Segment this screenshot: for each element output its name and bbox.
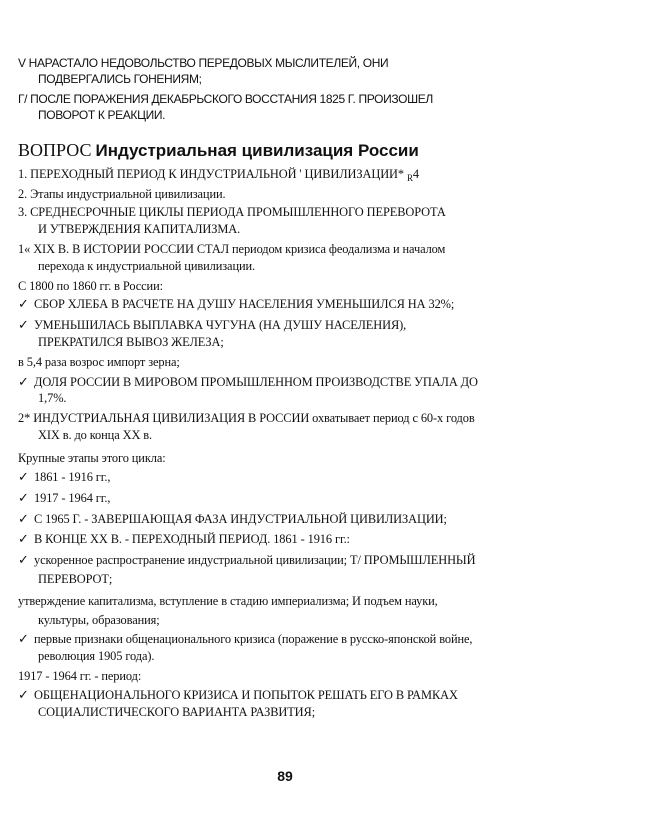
line-text: СБОР ХЛЕБА В РАСЧЕТЕ НА ДУШУ НАСЕЛЕНИЯ УМЕНЬШИЛСЯ НА 32%; — [34, 297, 455, 311]
list-item — [18, 375, 478, 390]
list-item — [18, 532, 350, 547]
checkmark-icon: ✓ — [18, 553, 29, 568]
checkmark-icon: ✓ — [18, 375, 29, 390]
line-text: С 1965 Г. - ЗАВЕРШАЮЩАЯ ФАЗА ИНДУСТРИАЛЬНОЙ ЦИВИЛИЗАЦИИ; — [34, 512, 447, 526]
line-text: ОБЩЕНАЦИОНАЛЬНОГО КРИЗИСА И ПОПЫТОК РЕШАТЬ ЕГО В РАМКАХ — [34, 688, 458, 702]
list-item — [18, 470, 110, 485]
text-line: перехода к индустриальной цивилизации. — [38, 259, 256, 273]
text-line: 3. СРЕДНЕСРОЧНЫЕ ЦИКЛЫ ПЕРИОДА ПРОМЫШЛЕННОГО ПЕРЕВОРОТА — [18, 205, 446, 219]
list-item — [18, 553, 475, 568]
checkmark-icon: ✓ — [18, 632, 29, 647]
text-line: Крупные этапы этого цикла: — [18, 451, 166, 465]
text-line: ПРЕКРАТИЛСЯ ВЫВОЗ ЖЕЛЕЗА; — [38, 335, 224, 349]
checkmark-icon: ✓ — [18, 470, 29, 485]
line-text: ускоренное распространение индустриальной цивилизации; Т/ ПРОМЫШЛЕННЫЙ — [34, 553, 476, 567]
text-line: XIX в. до конца XX в. — [38, 428, 153, 442]
line-text: ДОЛЯ РОССИИ В МИРОВОМ ПРОМЫШЛЕННОМ ПРОИЗВОДСТВЕ УПАЛА ДО — [34, 375, 478, 389]
line-text: 1917 - 1964 гг., — [34, 491, 111, 505]
text-line: СОЦИАЛИСТИЧЕСКОГО ВАРИАНТА РАЗВИТИЯ; — [38, 705, 316, 719]
text-line: Г/ ПОСЛЕ ПОРАЖЕНИЯ ДЕКАБРЬСКОГО ВОССТАНИЯ 1825 Г. ПРОИЗОШЕЛ — [18, 92, 433, 106]
text-line: 2. Этапы индустриальной цивилизации. — [18, 187, 226, 201]
text-line: ПОВОРОТ К РЕАКЦИИ. — [38, 108, 166, 122]
heading-title: Индустриальная цивилизация России — [95, 141, 419, 160]
text-line: V НАРАСТАЛО НЕДОВОЛЬСТВО ПЕРЕДОВЫХ МЫСЛИТЕЛЕЙ, ОНИ — [18, 56, 389, 70]
text-line: в 5,4 раза возрос импорт зерна; — [18, 355, 180, 369]
heading-question-label: ВОПРОС — [18, 140, 92, 160]
list-item — [18, 297, 454, 312]
line-text: R — [407, 173, 413, 183]
text-line: И УТВЕРЖДЕНИЯ КАПИТАЛИЗМА. — [38, 222, 241, 236]
line-text: 4 — [412, 167, 420, 181]
text-line: С 1800 по 1860 гг. в России: — [18, 279, 163, 293]
text-line: 2* ИНДУСТРИАЛЬНАЯ ЦИВИЛИЗАЦИЯ В РОССИИ охватывает период с 60-х годов — [18, 411, 475, 425]
text-line: революция 1905 года). — [38, 649, 155, 663]
line-text: 1861 - 1916 гг., — [34, 470, 111, 484]
text-line: ПОДВЕРГАЛИСЬ ГОНЕНИЯМ; — [38, 72, 202, 86]
line-text: УМЕНЬШИЛАСЬ ВЫПЛАВКА ЧУГУНА (НА ДУШУ НАСЕЛЕНИЯ), — [34, 318, 407, 332]
line-text: 1. ПЕРЕХОДНЫЙ ПЕРИОД К ИНДУСТРИАЛЬНОЙ ' ЦИВИЛИЗАЦИИ* — [18, 167, 405, 181]
text-line: 1917 - 1964 гг. - период: — [18, 669, 142, 683]
checkmark-icon: ✓ — [18, 318, 29, 333]
checkmark-icon: ✓ — [18, 512, 29, 527]
line-text: первые признаки общенационального кризиса (поражение в русско-японской войне, — [34, 632, 473, 646]
checkmark-icon: ✓ — [18, 688, 29, 703]
page-number: 89 — [277, 768, 293, 784]
list-item — [18, 318, 406, 333]
text-line: утверждение капитализма, вступление в стадию империализма; И подъем науки, — [18, 594, 438, 608]
list-item — [18, 688, 458, 703]
line-text: В КОНЦЕ XX В. - ПЕРЕХОДНЫЙ ПЕРИОД. 1861 - 1916 гг.: — [34, 532, 350, 546]
section-heading — [18, 140, 419, 161]
text-line: 1,7%. — [38, 391, 67, 405]
list-item — [18, 632, 472, 647]
checkmark-icon: ✓ — [18, 532, 29, 547]
text-line: культуры, образования; — [38, 613, 160, 627]
list-item — [18, 512, 447, 527]
text-line — [18, 167, 419, 183]
list-item — [18, 491, 110, 506]
checkmark-icon: ✓ — [18, 491, 29, 506]
text-line: ПЕРЕВОРОТ; — [38, 572, 113, 586]
checkmark-icon: ✓ — [18, 297, 29, 312]
text-line: 1« XIX В. В ИСТОРИИ РОССИИ СТАЛ периодом кризиса феодализма и началом — [18, 242, 446, 256]
